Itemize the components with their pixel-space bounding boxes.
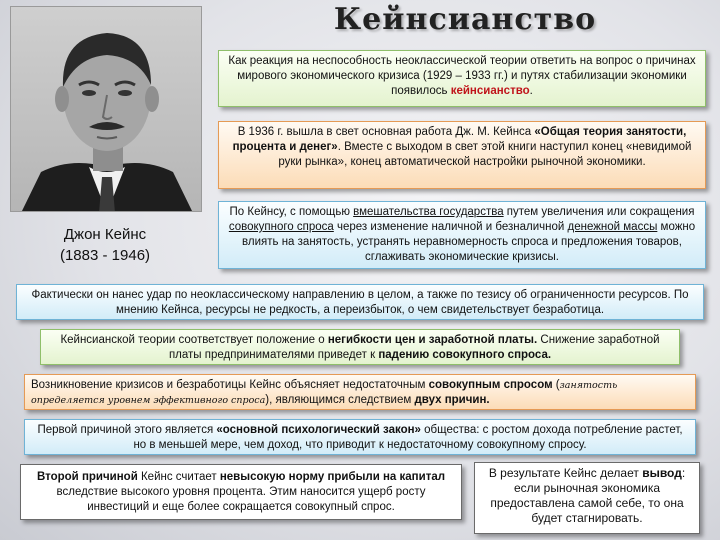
box-first-cause — [24, 419, 696, 455]
box9-text1: В результате Кейнс делает — [488, 466, 643, 480]
box7-bold: «основной психологический закон» — [216, 424, 421, 436]
box1-highlight: кейнсианство — [450, 85, 530, 97]
box6-italic: занятость определяется уровнем эффективного спроса — [31, 380, 618, 406]
box6-text2: ( — [552, 379, 560, 391]
box8-text1: Кейнс считает — [137, 471, 220, 483]
box4-text: Фактически он нанес удар по неоклассическому направлению в целом, а также по тезису об ограниченности ресурсов. По мнению Кейнса, ресурсы не редкость, а переизбыток, о чем свидетельствует безработица. — [31, 289, 689, 316]
box7-text1: Первой причиной этого является — [37, 424, 217, 436]
box6-text3: ), являющимся следствием — [265, 394, 415, 406]
box7-text2: общества: с ростом дохода потребление растет, но в меньшей мере, чем доход, что приводит к недостаточному совокупному спросу. — [133, 424, 683, 451]
box3-underline3: денежной массы — [567, 221, 658, 233]
box8-text2: вследствие высокого уровня процента. Этим наносится ущерб росту инвестиций и еще более сокращается совокупный спрос. — [56, 486, 426, 513]
box-keynesianism-origin — [218, 50, 706, 107]
box-conclusion — [474, 462, 700, 534]
box5-text2: Снижение заработной платы предпринимателями приведет к — [168, 334, 660, 361]
slide-title: Кейнсианство — [333, 2, 597, 37]
portrait-image — [11, 7, 202, 212]
box9-bold: вывод — [642, 466, 682, 480]
box9-text2: : если рыночная экономика предоставлена самой себе, то она будет стагнировать. — [490, 466, 686, 525]
box6-bold1: совокупным спросом — [428, 379, 553, 391]
box3-text1: По Кейнсу, с помощью — [229, 206, 354, 218]
box8-bold1: Второй причиной — [36, 471, 138, 483]
portrait-photo — [10, 6, 202, 212]
box1-text2: . — [529, 85, 533, 97]
portrait-name: Джон Кейнс — [63, 226, 147, 243]
box-second-cause — [20, 464, 462, 520]
box5-bold1: негибкости цен и заработной платы. — [327, 334, 538, 346]
box-state-intervention — [218, 201, 706, 269]
box-crisis-causes — [24, 374, 696, 410]
box5-bold2: падению совокупного спроса. — [378, 349, 552, 361]
box1-text1: Как реакция на неспособность неоклассической теории ответить на вопрос о причинах мирового экономического кризиса (1929 – 1933 гг.) и путях стабилизации экономики появилось — [228, 55, 696, 97]
box6-text1: Возникновение кризисов и безработицы Кейнс объясняет недостаточным — [31, 379, 429, 391]
box3-text4: можно влиять на занятость, устранять неравномерность спроса и предложения товаров, сглаживать экономические кризисы. — [242, 221, 696, 263]
box3-text2: путем увеличения или сокращения — [503, 206, 695, 218]
box6-bold2: двух причин. — [414, 394, 490, 406]
box-general-theory — [218, 121, 706, 189]
box3-underline1: вмешательства государства — [353, 206, 504, 218]
box-price-rigidity — [40, 329, 680, 365]
box5-text1: Кейнсианской теории соответствует положение о — [60, 334, 328, 346]
box-neoclassical-blow — [16, 284, 704, 320]
box3-text3: через изменение наличной и безналичной — [333, 221, 568, 233]
box2-text1: В 1936 г. вышла в свет основная работа Дж. М. Кейнса — [237, 126, 535, 138]
box2-text2: . Вместе с выходом в свет этой книги наступил конец «невидимой руки рынка», конец автоматической настройки рыночной экономики. — [278, 141, 692, 168]
portrait-years: (1883 - 1946) — [59, 247, 151, 264]
portrait-caption — [20, 224, 190, 266]
box8-bold2: невысокую норму прибыли на капитал — [219, 471, 446, 483]
box2-bold: «Общая теория занятости, процента и денег» — [232, 126, 687, 153]
box3-underline2: совокупного спроса — [228, 221, 334, 233]
